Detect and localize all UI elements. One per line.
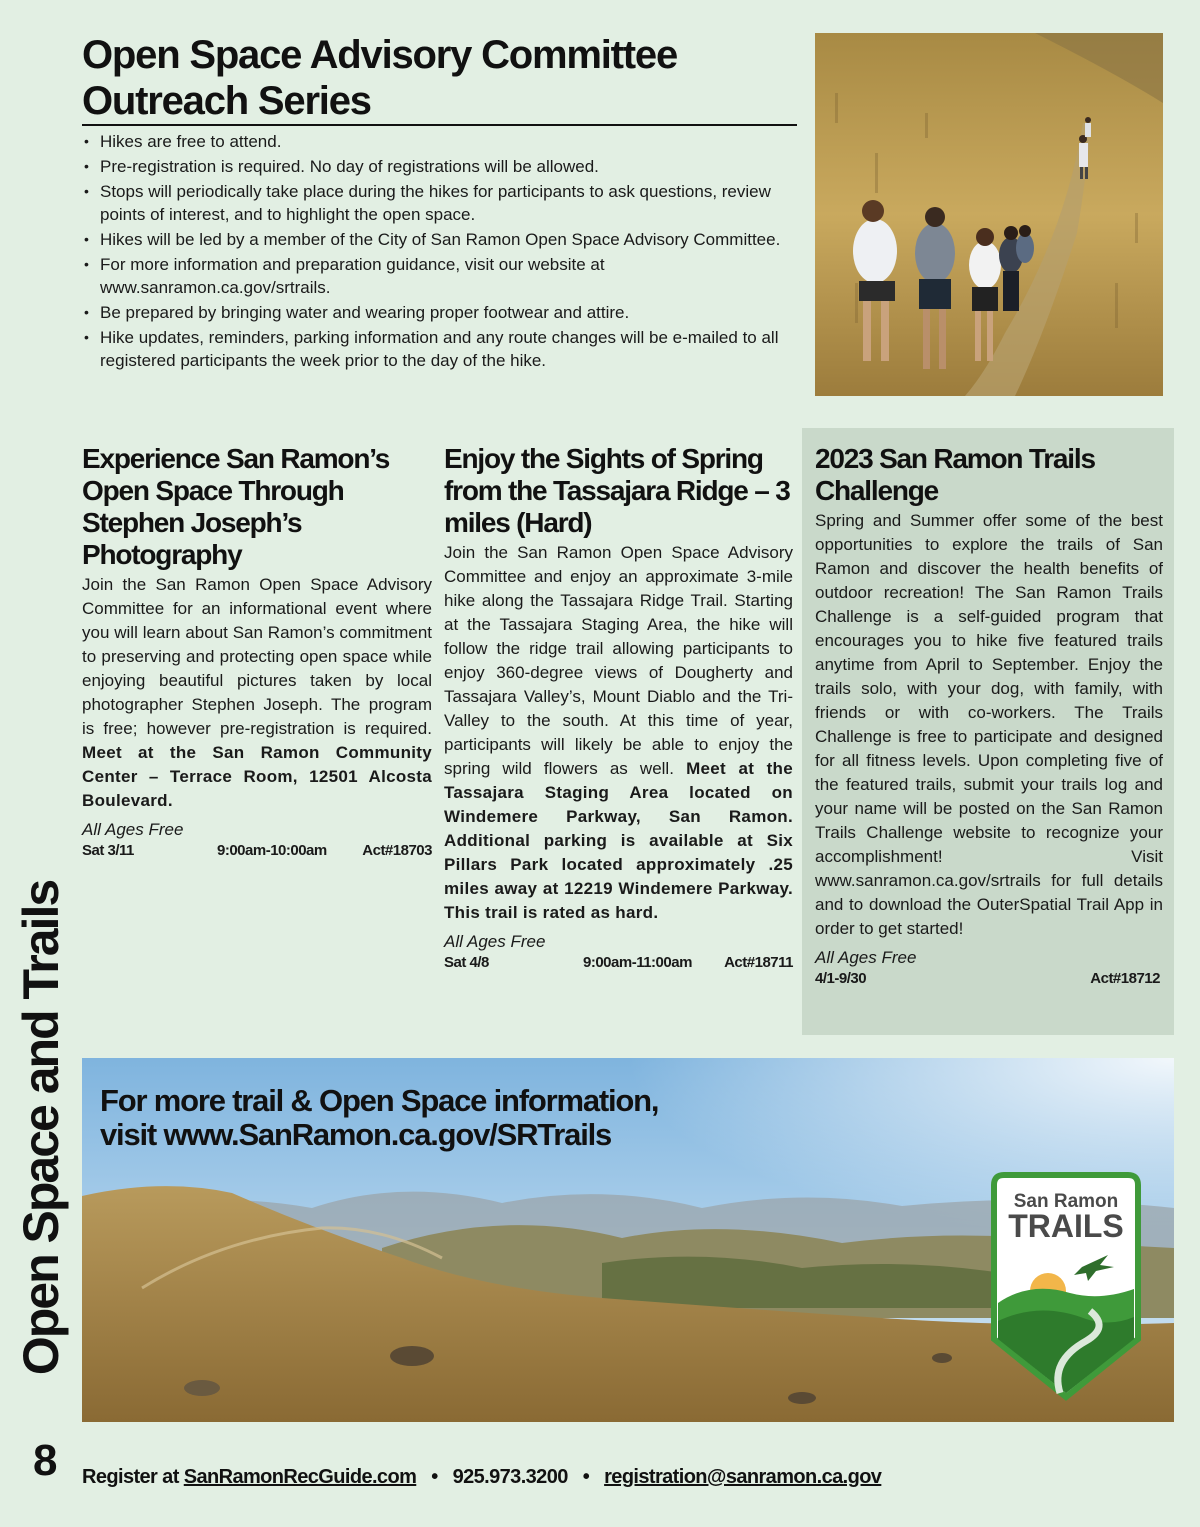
program-description-text: Join the San Ramon Open Space Advisory Committee for an informational event where you will learn about San Ramon’s commitment to preserving and protecting open space while enjoying beautiful pictures taken by local photographer Stephen Joseph. The program is free; however pre-registration is required. [82, 575, 432, 738]
list-item: • Hike updates, reminders, parking information and any route changes will be e-mailed to all registered participants the week prior to the day of the hike. [82, 326, 782, 372]
page-title-line2: Outreach Series [82, 79, 371, 123]
hikers-photo [815, 33, 1163, 396]
logo-text-san-ramon: San Ramon [1013, 1191, 1119, 1212]
program-time: 9:00am-10:00am [217, 842, 327, 859]
list-item: • For more information and preparation guidance, visit our website at www.sanramon.ca.gov/srtrails. [82, 253, 782, 299]
banner-line1: For more trail & Open Space information, [100, 1083, 659, 1118]
program-date: Sat 3/11 [82, 842, 134, 859]
program-location: Meet at the Tassajara Staging Area located on Windemere Parkway, San Ramon. Additional parking is available at Six Pillars Park located approximately .25 miles away at 12219 Windemere Parkway. This trail is rated as hard. [444, 759, 793, 922]
program-date: 4/1-9/30 [815, 970, 867, 987]
list-item: • Hikes will be led by a member of the City of San Ramon Open Space Advisory Committee. [82, 228, 782, 251]
program-activity-number[interactable]: Act#18703 [362, 842, 432, 859]
san-ramon-trails-logo [990, 1171, 1142, 1401]
logo-text-trails: TRAILS [1008, 1208, 1124, 1244]
program-tassajara-hike [444, 443, 793, 973]
program-trails-challenge [815, 443, 1163, 989]
program-ages-fee: All Ages Free [82, 820, 184, 839]
section-side-label [8, 880, 74, 1376]
footer-separator: • [582, 1466, 590, 1488]
footer-register-line [82, 1466, 881, 1489]
section-label-text: Open Space and Trails [13, 880, 69, 1376]
program-schedule-row [444, 953, 793, 973]
page-title [82, 32, 797, 126]
page-title-line1: Open Space Advisory Committee [82, 33, 678, 77]
program-activity-number[interactable]: Act#18712 [1090, 970, 1160, 987]
footer-site-link[interactable]: SanRamonRecGuide.com [183, 1466, 417, 1488]
list-item: • Stops will periodically take place during the hikes for participants to ask questions, review points of interest, and to highlight the open space. [82, 180, 782, 226]
program-time: 9:00am-11:00am [583, 954, 692, 971]
outreach-info-list [82, 130, 782, 374]
hikers-illustration [815, 33, 1163, 396]
list-item: • Be prepared by bringing water and wearing proper footwear and attire. [82, 301, 782, 324]
footer-separator: • [431, 1466, 438, 1488]
program-location: Meet at the San Ramon Community Center – Terrace Room, 12501 Alcosta Boulevard. [82, 743, 432, 810]
trails-banner [82, 1058, 1174, 1422]
program-date: Sat 4/8 [444, 954, 489, 971]
page-number: 8 [33, 1436, 57, 1485]
footer-phone[interactable]: 925.973.3200 [452, 1466, 568, 1488]
footer-register-prefix: Register at [82, 1466, 179, 1488]
footer-email-link[interactable]: registration@sanramon.ca.gov [604, 1466, 882, 1488]
program-description: Spring and Summer offer some of the best opportunities to explore the trails of San Ramon and discover the health benefits of outdoor recreation! The San Ramon Trails Challenge is a self-guided program that encourages you to hike five featured trails anytime from April to September. Enjoy the trails solo, with your dog, with family, with friends or with co-workers. The Trails Challenge is free to participate and designed for all fitness levels. Upon completing five of the featured trails, submit your trails log and your name will be posted on the San Ramon Trails Challenge website to recognize your accomplishment! Visit www.sanramon.ca.gov/srtrails for full details and to download the OuterSpatial Trail App in order to get started! [815, 511, 1163, 938]
program-description-text: Join the San Ramon Open Space Advisory Committee and enjoy an approximate 3-mile hike along the Tassajara Ridge Trail. Starting at the Tassajara Staging Area, the hike will follow the ridge trail allowing participants to enjoy 360-degree views of Dougherty and Tassajara Valley’s, Mount Diablo and the Tri-Valley to the south. At this time of year, participants will likely be able to enjoy the spring wild flowers as well. [444, 543, 793, 778]
program-schedule-row [815, 969, 1163, 989]
program-photography [82, 443, 432, 861]
program-title: Experience San Ramon’s Open Space Through Stephen Joseph’s Photography [82, 443, 390, 570]
program-description [82, 573, 432, 813]
program-ages-fee: All Ages Free [815, 948, 917, 967]
program-ages-fee: All Ages Free [444, 932, 546, 951]
list-item: • Hikes are free to attend. [82, 130, 782, 153]
program-title: 2023 San Ramon Trails Challenge [815, 443, 1095, 506]
program-description [444, 541, 793, 925]
program-schedule-row [82, 841, 432, 861]
program-title: Enjoy the Sights of Spring from the Tassajara Ridge – 3 miles (Hard) [444, 443, 790, 538]
banner-line2[interactable]: visit www.SanRamon.ca.gov/SRTrails [100, 1117, 612, 1152]
banner-headline [100, 1084, 658, 1152]
program-activity-number[interactable]: Act#18711 [724, 954, 793, 971]
list-item: • Pre-registration is required. No day of registrations will be allowed. [82, 155, 782, 178]
